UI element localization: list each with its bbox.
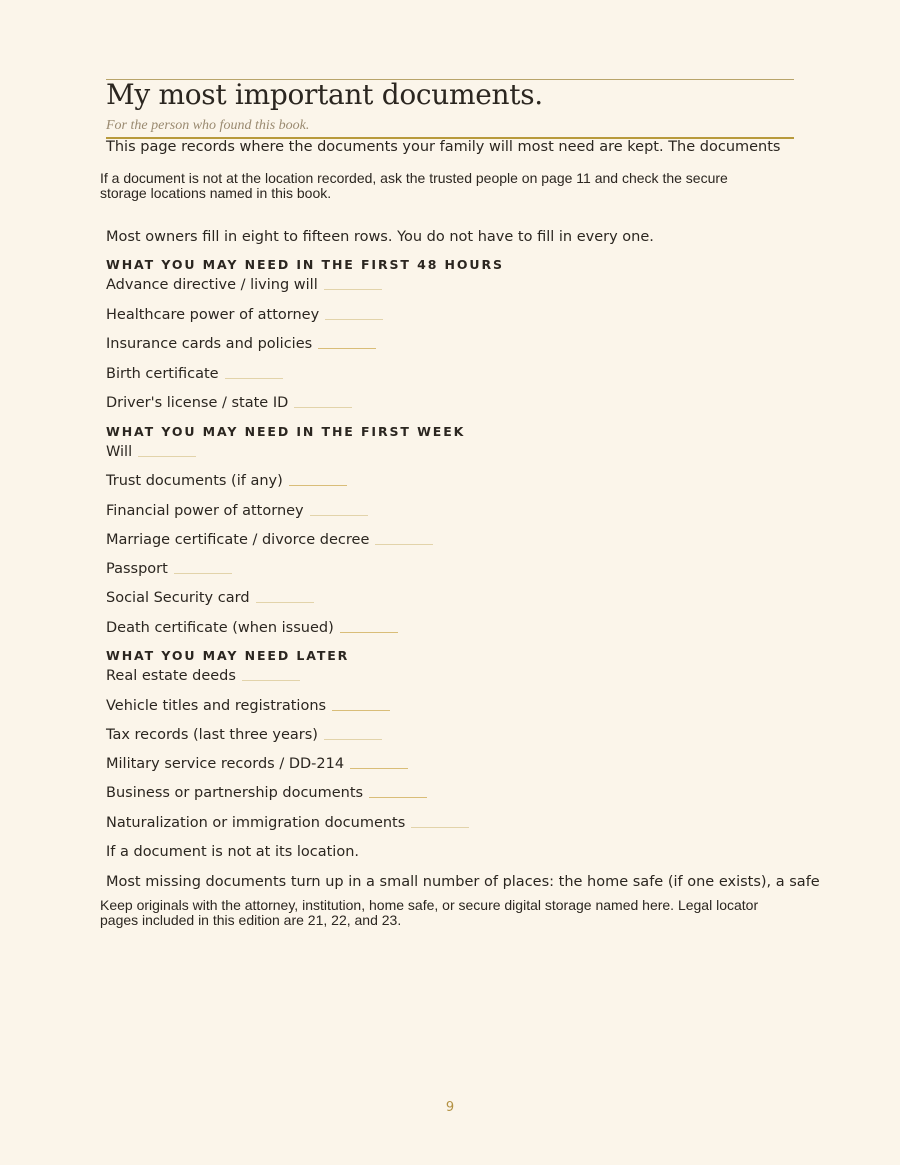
list-item: Birth certificate [106, 366, 283, 382]
fill-hint: Most owners fill in eight to fifteen rows. You do not have to fill in every one. [106, 229, 654, 245]
fill-blank[interactable] [256, 602, 314, 603]
fill-blank[interactable] [174, 573, 232, 574]
fill-blank[interactable] [375, 544, 433, 545]
note-top-line-2: storage locations named in this book. [100, 185, 332, 201]
list-item: Passport [106, 561, 232, 577]
fill-blank[interactable] [294, 407, 352, 408]
list-item: Death certificate (when issued) [106, 620, 398, 636]
page-subtitle: For the person who found this book. [106, 118, 310, 133]
list-item: Military service records / DD-214 [106, 756, 408, 772]
list-item: Real estate deeds [106, 668, 300, 684]
fill-blank[interactable] [340, 632, 398, 633]
fill-blank[interactable] [411, 827, 469, 828]
note-bottom-line-1: Keep originals with the attorney, institution, home safe, or secure digital storage named here. Legal locator [100, 897, 759, 913]
list-item: Insurance cards and policies [106, 336, 376, 352]
list-item: Healthcare power of attorney [106, 307, 383, 323]
fill-blank[interactable] [310, 515, 368, 516]
fill-blank[interactable] [350, 768, 408, 769]
missing-text: Most missing documents turn up in a small number of places: the home safe (if one exists), a safe [106, 874, 820, 890]
section-heading-later: WHAT YOU MAY NEED LATER [106, 648, 350, 663]
section-heading-first-week: WHAT YOU MAY NEED IN THE FIRST WEEK [106, 424, 466, 439]
list-item: Business or partnership documents [106, 785, 427, 801]
fill-blank[interactable] [138, 456, 196, 457]
missing-heading: If a document is not at its location. [106, 844, 359, 860]
list-item: Tax records (last three years) [106, 727, 382, 743]
fill-blank[interactable] [225, 378, 283, 379]
fill-blank[interactable] [324, 289, 382, 290]
fill-blank[interactable] [325, 319, 383, 320]
list-item: Trust documents (if any) [106, 473, 347, 489]
intro-text: This page records where the documents your family will most need are kept. The documents [106, 139, 781, 155]
page-number: 9 [445, 1100, 455, 1115]
fill-blank[interactable] [242, 680, 300, 681]
note-top-line-1: If a document is not at the location recorded, ask the trusted people on page 11 and check the secure [100, 170, 728, 186]
list-item: Vehicle titles and registrations [106, 698, 390, 714]
list-item: Will [106, 444, 196, 460]
list-item: Financial power of attorney [106, 503, 368, 519]
list-item: Driver's license / state ID [106, 395, 352, 411]
note-bottom-line-2: pages included in this edition are 21, 22, and 23. [100, 912, 402, 928]
section-heading-48-hours: WHAT YOU MAY NEED IN THE FIRST 48 HOURS [106, 257, 504, 272]
fill-blank[interactable] [318, 348, 376, 349]
list-item: Social Security card [106, 590, 314, 606]
page-title: My most important documents. [106, 78, 543, 111]
list-item: Marriage certificate / divorce decree [106, 532, 433, 548]
fill-blank[interactable] [332, 710, 390, 711]
list-item: Naturalization or immigration documents [106, 815, 469, 831]
fill-blank[interactable] [289, 485, 347, 486]
list-item: Advance directive / living will [106, 277, 382, 293]
fill-blank[interactable] [324, 739, 382, 740]
fill-blank[interactable] [369, 797, 427, 798]
